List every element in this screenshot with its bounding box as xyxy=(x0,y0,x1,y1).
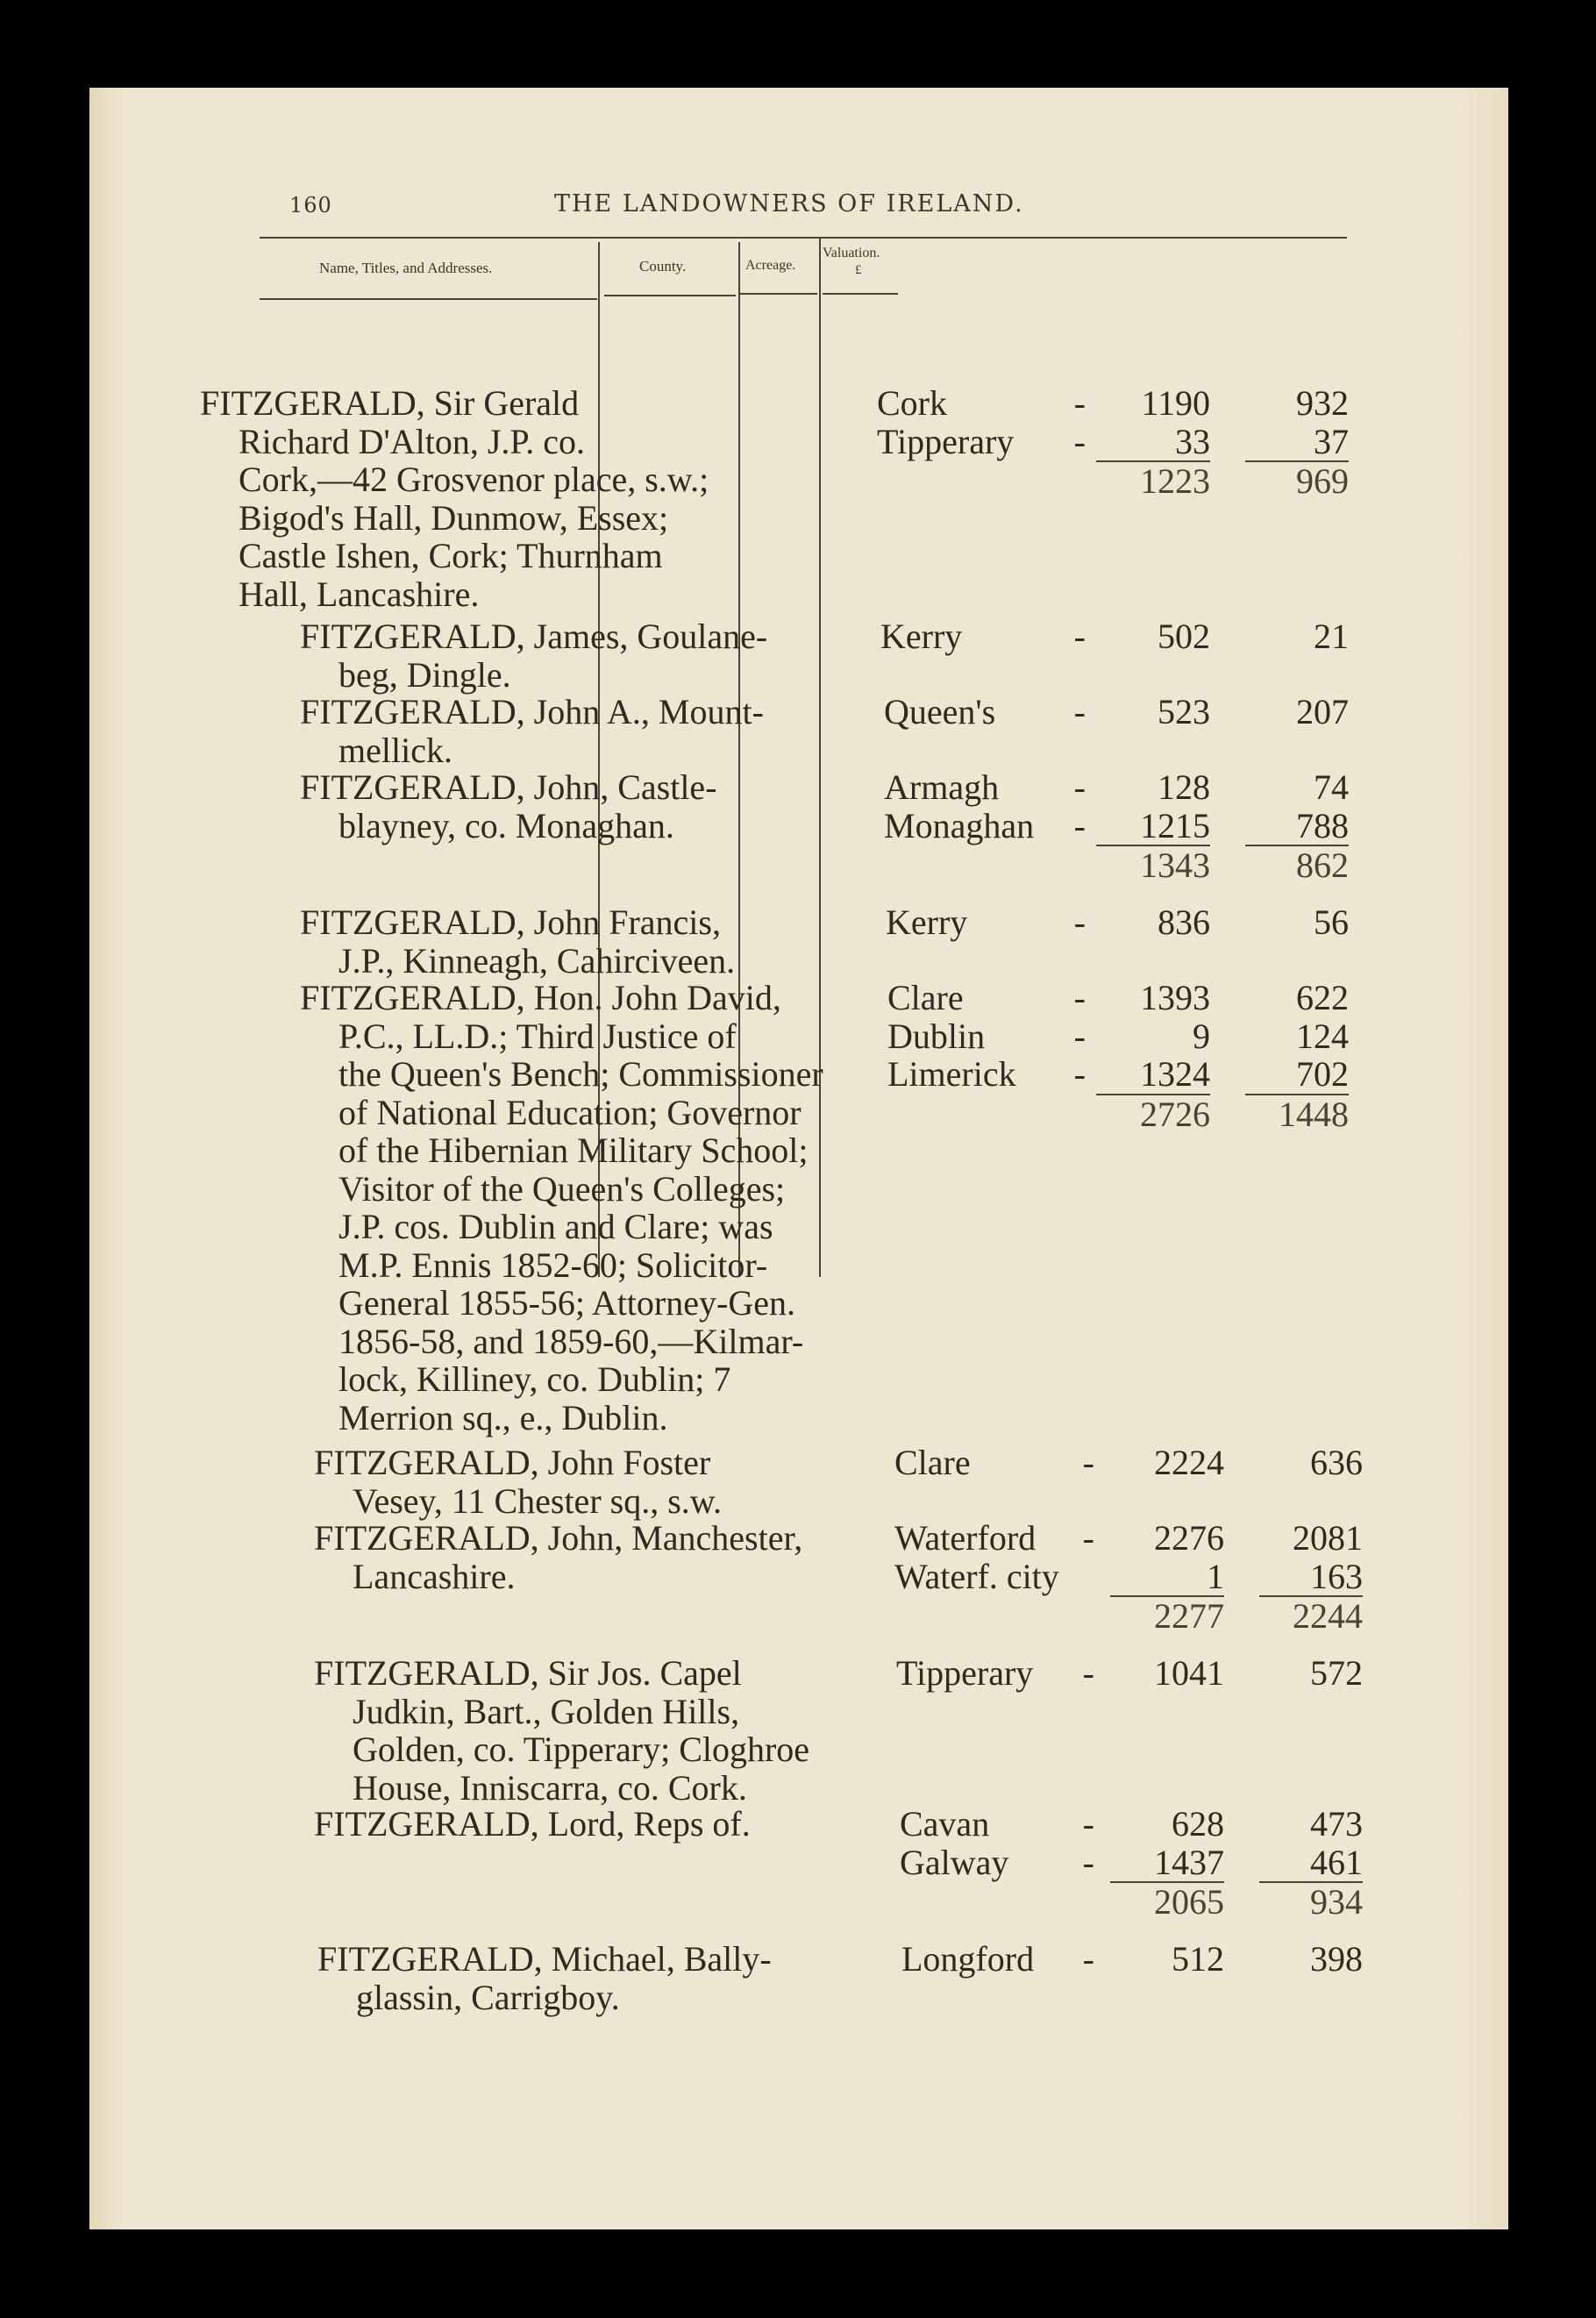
valuation-value: 636 xyxy=(1310,1443,1363,1482)
running-title: THE LANDOWNERS OF IRELAND. xyxy=(554,190,1024,218)
landowner-name-address xyxy=(314,1654,875,1807)
valuation-value: 572 xyxy=(1310,1653,1363,1693)
county-dash: - xyxy=(1082,1804,1094,1844)
landowner-name-address xyxy=(300,979,861,1437)
name-line: Visitor of the Queen's Colleges; xyxy=(338,1168,786,1209)
acreage-cell xyxy=(1096,384,1210,501)
county-cell xyxy=(880,617,1086,656)
valuation-value: 21 xyxy=(1314,617,1349,656)
acreage-total: 1343 xyxy=(1096,845,1210,885)
name-line: beg, Dingle. xyxy=(338,654,511,695)
acreage-value: 2276 xyxy=(1154,1518,1224,1558)
county-dash: - xyxy=(1073,617,1086,656)
county-name: Cork xyxy=(877,383,947,423)
acreage-value: 1215 xyxy=(1140,805,1210,845)
landowner-name-address xyxy=(300,617,852,694)
acreage-value: 2224 xyxy=(1154,1443,1224,1482)
valuation-total: 862 xyxy=(1245,845,1349,885)
name-line: Bigod's Hall, Dunmow, Essex; xyxy=(239,497,669,538)
county-name: Waterford xyxy=(894,1518,1037,1558)
county xyxy=(896,1654,1094,1693)
acreage-cell xyxy=(1096,903,1210,942)
valuation-value: 398 xyxy=(1310,1939,1363,1979)
name-line: Vesey, 11 Chester sq., s.w. xyxy=(353,1480,723,1521)
county-name: Tipperary xyxy=(896,1653,1034,1693)
name-line: glassin, Carrigboy. xyxy=(356,1977,620,2017)
name-line: M.P. Ennis 1852-60; Solicitor- xyxy=(338,1245,768,1285)
name-line: Cork,—42 Grosvenor place, s.w.; xyxy=(239,460,709,499)
acreage-cell xyxy=(1096,979,1210,1133)
acreage-value: 9 xyxy=(1193,1016,1210,1056)
acreage-value: 128 xyxy=(1158,767,1210,807)
valuation-value: 124 xyxy=(1296,1016,1349,1056)
valuation-cell xyxy=(1259,1654,1363,1693)
landowner-name-address xyxy=(300,693,852,769)
acreage-cell xyxy=(1096,768,1210,885)
acreage-cell xyxy=(1110,1519,1224,1636)
county-name: Armagh xyxy=(884,767,1000,807)
acreage-value: 1437 xyxy=(1154,1842,1224,1882)
county-dash: - xyxy=(1073,383,1086,423)
valuation-cell xyxy=(1259,1519,1363,1636)
acreage-value: 1041 xyxy=(1154,1653,1224,1693)
valuation-cell xyxy=(1245,768,1349,885)
acreage-total: 2726 xyxy=(1096,1094,1210,1134)
name-line: P.C., LL.D.; Third Justice of xyxy=(338,1016,737,1056)
valuation-value: 788 xyxy=(1296,805,1349,845)
header-valuation: Valuation. xyxy=(823,246,880,260)
name-line: lock, Killiney, co. Dublin; 7 xyxy=(338,1359,731,1399)
landowner-name-address xyxy=(317,1940,870,2016)
name-line: FITZGERALD, James, Goulane- xyxy=(300,617,768,656)
county: Waterf. city xyxy=(894,1556,1059,1596)
county-name: Dublin xyxy=(887,1016,986,1056)
county-dash: - xyxy=(1073,902,1086,942)
acreage-total: 2065 xyxy=(1110,1881,1224,1922)
landowner-name-address xyxy=(300,903,852,980)
name-line: FITZGERALD, John Foster xyxy=(314,1443,711,1482)
valuation-cell xyxy=(1245,903,1349,942)
county-cell xyxy=(894,1444,1094,1482)
acreage-total: 2277 xyxy=(1110,1595,1224,1636)
acreage-cell xyxy=(1110,1444,1224,1482)
county-name: Kerry xyxy=(886,902,968,942)
valuation-value: 207 xyxy=(1296,692,1349,731)
county-dash: - xyxy=(1073,1054,1086,1094)
valuation-cell xyxy=(1245,979,1349,1133)
county xyxy=(901,1940,1094,1979)
valuation-cell xyxy=(1259,1940,1363,1979)
valuation-value: 473 xyxy=(1310,1804,1363,1844)
name-line: FITZGERALD, John, Manchester, xyxy=(314,1518,803,1558)
valuation-value: 622 xyxy=(1296,978,1349,1017)
landowner-name-address xyxy=(314,1805,866,1844)
name-line: Merrion sq., e., Dublin. xyxy=(338,1397,668,1437)
valuation-value: 74 xyxy=(1314,767,1349,807)
valuation-cell xyxy=(1245,693,1349,731)
county xyxy=(880,617,1086,656)
county-cell xyxy=(896,1654,1094,1693)
county-dash: - xyxy=(1073,767,1086,807)
county xyxy=(877,384,1086,423)
county xyxy=(886,903,1086,942)
acreage-value: 1393 xyxy=(1140,978,1210,1017)
valuation-value: 163 xyxy=(1310,1556,1363,1596)
county-dash: - xyxy=(1073,692,1086,731)
name-line: House, Inniscarra, co. Cork. xyxy=(353,1767,747,1808)
acreage-cell xyxy=(1110,1654,1224,1693)
county xyxy=(884,807,1086,845)
header-valuation-unit: £ xyxy=(855,263,862,277)
county xyxy=(894,1444,1094,1482)
acreage-cell xyxy=(1096,693,1210,731)
county-cell xyxy=(894,1519,1094,1595)
county-dash: - xyxy=(1073,978,1086,1017)
name-line: FITZGERALD, John Francis, xyxy=(300,902,721,942)
county xyxy=(900,1805,1094,1844)
county-dash: - xyxy=(1073,805,1086,845)
acreage-value: 628 xyxy=(1172,1804,1224,1844)
header-county: County. xyxy=(639,258,687,275)
name-line: FITZGERALD, Sir Gerald xyxy=(200,383,580,423)
county-name: Tipperary xyxy=(877,421,1015,461)
county-cell xyxy=(886,903,1086,942)
name-line: mellick. xyxy=(338,730,452,770)
page-number: 160 xyxy=(289,193,332,218)
name-line: J.P., Kinneagh, Cahirciveen. xyxy=(338,940,736,981)
valuation-value: 932 xyxy=(1296,383,1349,423)
name-line: Golden, co. Tipperary; Cloghroe xyxy=(353,1730,810,1769)
county-name: Clare xyxy=(894,1443,971,1482)
name-line: Lancashire. xyxy=(353,1556,516,1596)
landowner-name-address xyxy=(314,1444,866,1520)
county xyxy=(894,1519,1094,1558)
name-line: the Queen's Bench; Commissioner xyxy=(338,1054,823,1094)
county-dash: - xyxy=(1082,1653,1094,1693)
county-dash: - xyxy=(1073,421,1086,461)
landowner-name-address xyxy=(300,768,852,845)
acreage-total: 1223 xyxy=(1096,460,1210,501)
county-name: Clare xyxy=(887,978,964,1017)
name-line: 1856-58, and 1859-60,—Kilmar- xyxy=(338,1321,804,1361)
county-dash: - xyxy=(1082,1518,1094,1558)
name-line: Richard D'Alton, J.P. co. xyxy=(239,421,585,461)
county-name: Galway xyxy=(900,1842,1009,1882)
valuation-value: 702 xyxy=(1296,1054,1349,1094)
county-cell xyxy=(884,768,1086,845)
name-line: of National Education; Governor xyxy=(338,1092,802,1132)
name-line: of the Hibernian Military School; xyxy=(338,1130,809,1170)
county-dash: - xyxy=(1082,1939,1094,1979)
name-line: FITZGERALD, Lord, Reps of. xyxy=(314,1804,751,1844)
name-line: J.P. cos. Dublin and Clare; was xyxy=(338,1207,773,1246)
valuation-cell xyxy=(1245,384,1349,501)
county xyxy=(884,768,1086,807)
valuation-total: 934 xyxy=(1259,1881,1363,1922)
acreage-value: 33 xyxy=(1175,421,1210,461)
name-line: Hall, Lancashire. xyxy=(239,574,480,614)
valuation-total: 1448 xyxy=(1245,1094,1349,1134)
county-cell xyxy=(901,1940,1094,1979)
county xyxy=(884,693,1086,731)
header-acreage: Acreage. xyxy=(745,258,796,273)
acreage-value: 1324 xyxy=(1140,1054,1210,1094)
landowner-name-address xyxy=(200,384,752,613)
county-dash: - xyxy=(1082,1443,1094,1482)
acreage-cell xyxy=(1096,617,1210,656)
name-line: blayney, co. Monaghan. xyxy=(338,805,674,845)
acreage-value: 502 xyxy=(1158,617,1210,656)
name-line: FITZGERALD, John A., Mount- xyxy=(300,692,764,731)
name-line: FITZGERALD, Hon. John David, xyxy=(300,978,781,1017)
valuation-total: 969 xyxy=(1245,460,1349,501)
county-name: Queen's xyxy=(884,692,996,731)
acreage-cell xyxy=(1110,1805,1224,1922)
valuation-value: 461 xyxy=(1310,1842,1363,1882)
name-line: General 1855-56; Attorney-Gen. xyxy=(338,1283,795,1323)
valuation-value: 56 xyxy=(1314,902,1349,942)
valuation-cell xyxy=(1245,617,1349,656)
county-dash: - xyxy=(1082,1842,1094,1882)
county-name: Cavan xyxy=(900,1804,990,1844)
county-name: Longford xyxy=(901,1939,1035,1979)
county-name: Limerick xyxy=(887,1054,1016,1094)
name-line: Castle Ishen, Cork; Thurnham xyxy=(239,536,663,575)
name-line: FITZGERALD, John, Castle- xyxy=(300,767,717,807)
county-cell xyxy=(900,1805,1094,1881)
county-name: Monaghan xyxy=(884,805,1035,845)
county xyxy=(887,1055,1086,1094)
valuation-total: 2244 xyxy=(1259,1595,1363,1636)
acreage-value: 512 xyxy=(1172,1939,1224,1979)
county xyxy=(887,979,1086,1017)
valuation-cell xyxy=(1259,1805,1363,1922)
acreage-cell xyxy=(1110,1940,1224,1979)
header-name: Name, Titles, and Addresses. xyxy=(319,260,493,276)
acreage-value: 1 xyxy=(1207,1556,1224,1596)
county xyxy=(877,423,1086,461)
acreage-value: 1190 xyxy=(1141,383,1210,423)
valuation-value: 2081 xyxy=(1293,1518,1363,1558)
county-name: Kerry xyxy=(880,617,963,656)
county-cell xyxy=(887,979,1086,1094)
county-cell xyxy=(877,384,1086,460)
name-line: Judkin, Bart., Golden Hills, xyxy=(353,1691,740,1731)
county-dash: - xyxy=(1073,1016,1086,1056)
acreage-value: 836 xyxy=(1158,902,1210,942)
county-cell xyxy=(884,693,1086,731)
county xyxy=(887,1017,1086,1056)
acreage-value: 523 xyxy=(1158,692,1210,731)
county xyxy=(900,1844,1094,1882)
landowner-name-address xyxy=(314,1519,866,1595)
name-line: FITZGERALD, Sir Jos. Capel xyxy=(314,1653,742,1693)
valuation-cell xyxy=(1259,1444,1363,1482)
valuation-value: 37 xyxy=(1314,421,1349,461)
name-line: FITZGERALD, Michael, Bally- xyxy=(317,1939,772,1979)
